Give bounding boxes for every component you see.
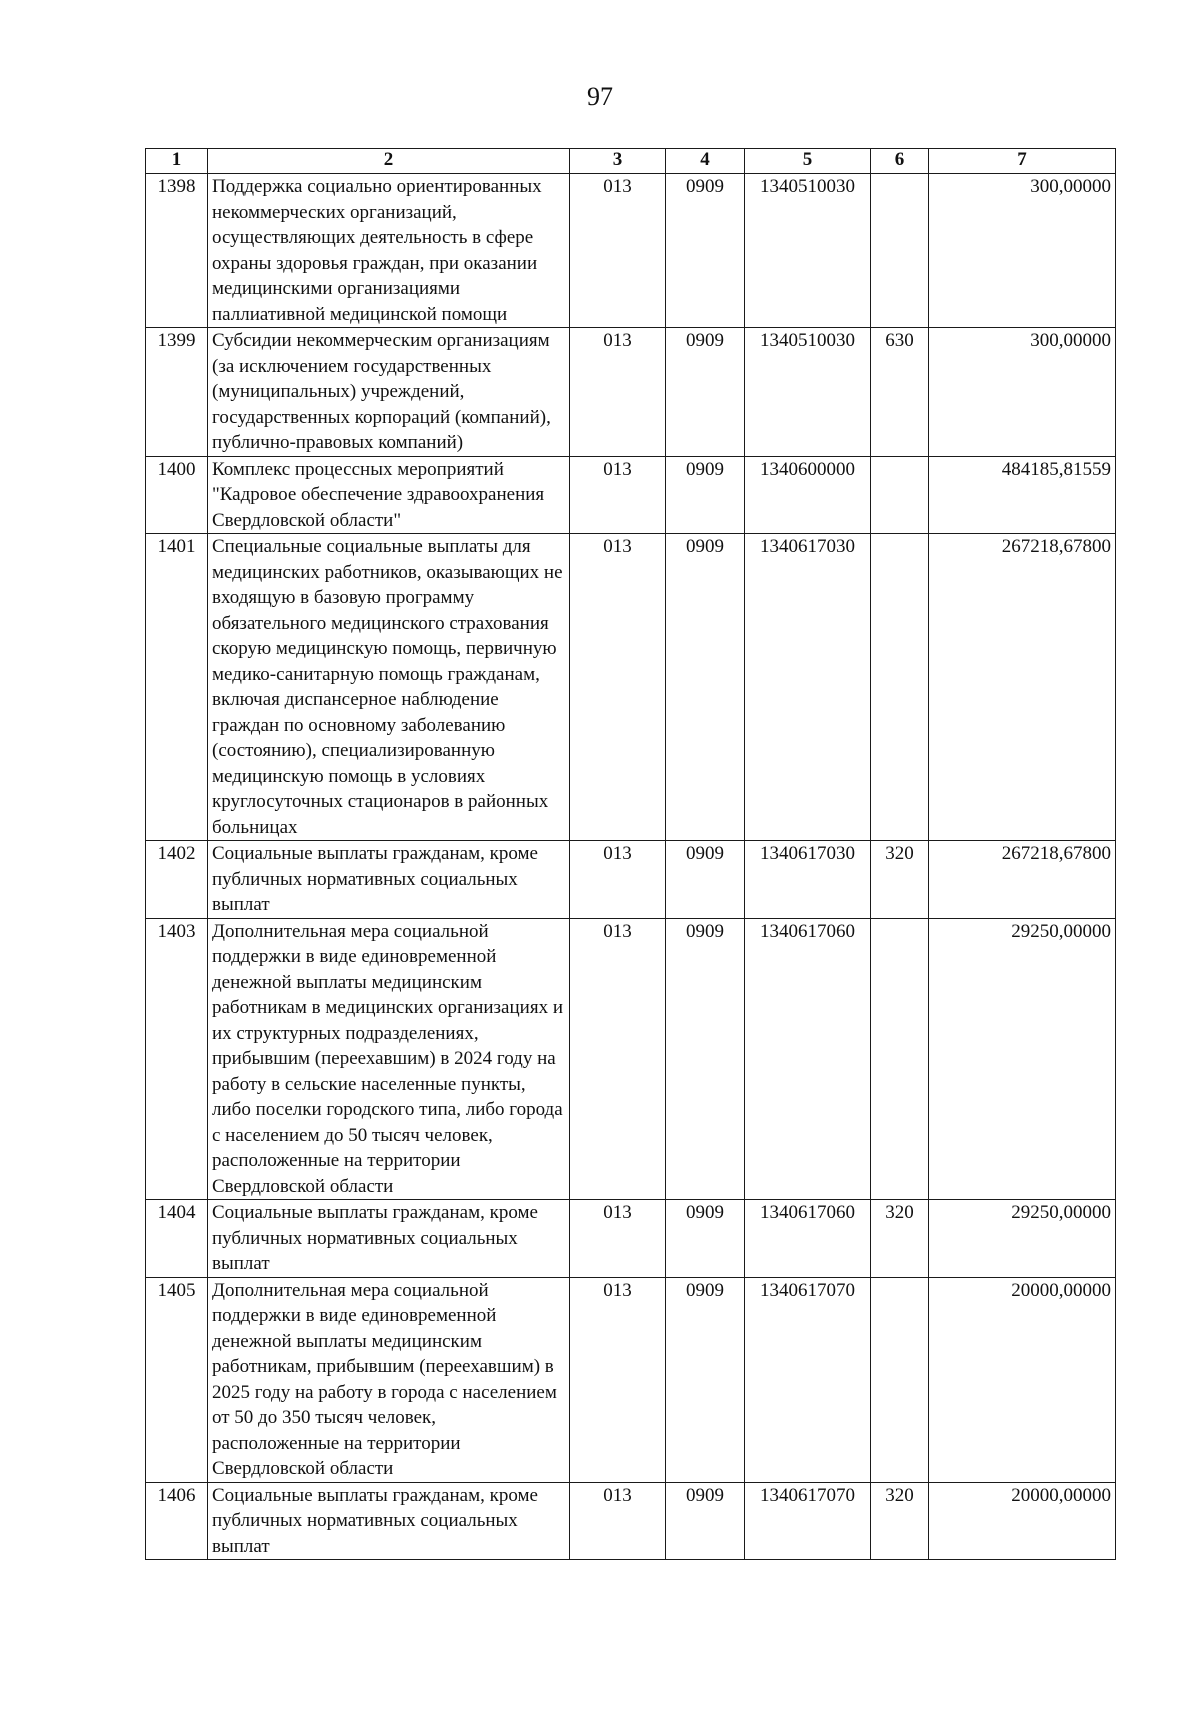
row-amount: 300,00000 — [929, 174, 1116, 328]
row-name: Субсидии некоммерческим организациям (за исключением государственных (муниципальных) учреждений, государственных корпораций (компаний), публично-правовых компаний) — [208, 328, 570, 457]
column-header-1: 1 — [146, 149, 208, 174]
row-code-4: 0909 — [666, 534, 745, 841]
column-header-7: 7 — [929, 149, 1116, 174]
row-code-3: 013 — [570, 918, 666, 1200]
page-number: 97 — [587, 82, 613, 111]
row-code-5: 1340510030 — [745, 174, 871, 328]
row-code-6 — [871, 456, 929, 534]
row-code-3: 013 — [570, 534, 666, 841]
column-header-4: 4 — [666, 149, 745, 174]
table-header-row — [146, 149, 1116, 174]
table-row — [146, 534, 1116, 841]
column-header-5: 5 — [745, 149, 871, 174]
row-amount: 29250,00000 — [929, 918, 1116, 1200]
row-name: Поддержка социально ориентированных некоммерческих организаций, осуществляющих деятельность в сфере охраны здоровья граждан, при оказании медицинскими организациями паллиативной медицинской помощи — [208, 174, 570, 328]
row-name: Социальные выплаты гражданам, кроме публичных нормативных социальных выплат — [208, 1482, 570, 1560]
row-code-5: 1340617060 — [745, 918, 871, 1200]
row-name: Комплекс процессных мероприятий "Кадровое обеспечение здравоохранения Свердловской области" — [208, 456, 570, 534]
row-code-4: 0909 — [666, 456, 745, 534]
row-code-4: 0909 — [666, 1277, 745, 1482]
row-amount: 20000,00000 — [929, 1277, 1116, 1482]
row-code-6 — [871, 174, 929, 328]
column-header-2: 2 — [208, 149, 570, 174]
row-code-4: 0909 — [666, 841, 745, 919]
row-name: Социальные выплаты гражданам, кроме публичных нормативных социальных выплат — [208, 1200, 570, 1278]
row-code-5: 1340617030 — [745, 841, 871, 919]
row-code-5: 1340617060 — [745, 1200, 871, 1278]
row-number: 1406 — [146, 1482, 208, 1560]
row-code-6 — [871, 534, 929, 841]
row-code-5: 1340617070 — [745, 1277, 871, 1482]
row-code-3: 013 — [570, 1277, 666, 1482]
row-code-5: 1340510030 — [745, 328, 871, 457]
row-name: Социальные выплаты гражданам, кроме публичных нормативных социальных выплат — [208, 841, 570, 919]
row-amount: 267218,67800 — [929, 841, 1116, 919]
row-number: 1404 — [146, 1200, 208, 1278]
row-code-6 — [871, 1277, 929, 1482]
row-name: Дополнительная мера социальной поддержки в виде единовременной денежной выплаты медицинским работникам, прибывшим (переехавшим) в 2025 году на работу в города с населением от 50 до 350 тысяч человек, расположенные на территории Свердловской области — [208, 1277, 570, 1482]
table-row — [146, 1482, 1116, 1560]
table-row — [146, 841, 1116, 919]
row-code-6 — [871, 918, 929, 1200]
row-number: 1398 — [146, 174, 208, 328]
row-code-6: 630 — [871, 328, 929, 457]
row-number: 1402 — [146, 841, 208, 919]
row-amount: 29250,00000 — [929, 1200, 1116, 1278]
row-code-6: 320 — [871, 841, 929, 919]
row-code-5: 1340617070 — [745, 1482, 871, 1560]
row-code-3: 013 — [570, 1482, 666, 1560]
row-number: 1401 — [146, 534, 208, 841]
row-code-3: 013 — [570, 328, 666, 457]
row-number: 1399 — [146, 328, 208, 457]
row-code-4: 0909 — [666, 1200, 745, 1278]
budget-table — [145, 148, 1116, 1560]
row-amount: 484185,81559 — [929, 456, 1116, 534]
table-row — [146, 174, 1116, 328]
row-number: 1405 — [146, 1277, 208, 1482]
table-row — [146, 1277, 1116, 1482]
row-code-6: 320 — [871, 1200, 929, 1278]
table-row — [146, 918, 1116, 1200]
row-code-3: 013 — [570, 1200, 666, 1278]
row-amount: 300,00000 — [929, 328, 1116, 457]
row-name: Дополнительная мера социальной поддержки в виде единовременной денежной выплаты медицинским работникам в медицинских организациях и их структурных подразделениях, прибывшим (переехавшим) в 2024 году на работу в сельские населенные пункты, либо поселки городского типа, либо города с населением до 50 тысяч человек, расположенные на территории Свердловской области — [208, 918, 570, 1200]
table-row — [146, 456, 1116, 534]
table-row — [146, 328, 1116, 457]
row-amount: 20000,00000 — [929, 1482, 1116, 1560]
row-code-3: 013 — [570, 456, 666, 534]
column-header-6: 6 — [871, 149, 929, 174]
row-amount: 267218,67800 — [929, 534, 1116, 841]
row-code-4: 0909 — [666, 328, 745, 457]
row-code-3: 013 — [570, 174, 666, 328]
row-code-4: 0909 — [666, 1482, 745, 1560]
row-number: 1400 — [146, 456, 208, 534]
table-row — [146, 1200, 1116, 1278]
row-code-4: 0909 — [666, 174, 745, 328]
column-header-3: 3 — [570, 149, 666, 174]
row-name: Специальные социальные выплаты для медицинских работников, оказывающих не входящую в базовую программу обязательного медицинского страхования скорую медицинскую помощь, первичную медико-санитарную помощь гражданам, включая диспансерное наблюдение граждан по основному заболеванию (состоянию), специализированную медицинскую помощь в условиях круглосуточных стационаров в районных больницах — [208, 534, 570, 841]
row-code-5: 1340600000 — [745, 456, 871, 534]
row-code-4: 0909 — [666, 918, 745, 1200]
row-number: 1403 — [146, 918, 208, 1200]
row-code-6: 320 — [871, 1482, 929, 1560]
row-code-5: 1340617030 — [745, 534, 871, 841]
row-code-3: 013 — [570, 841, 666, 919]
